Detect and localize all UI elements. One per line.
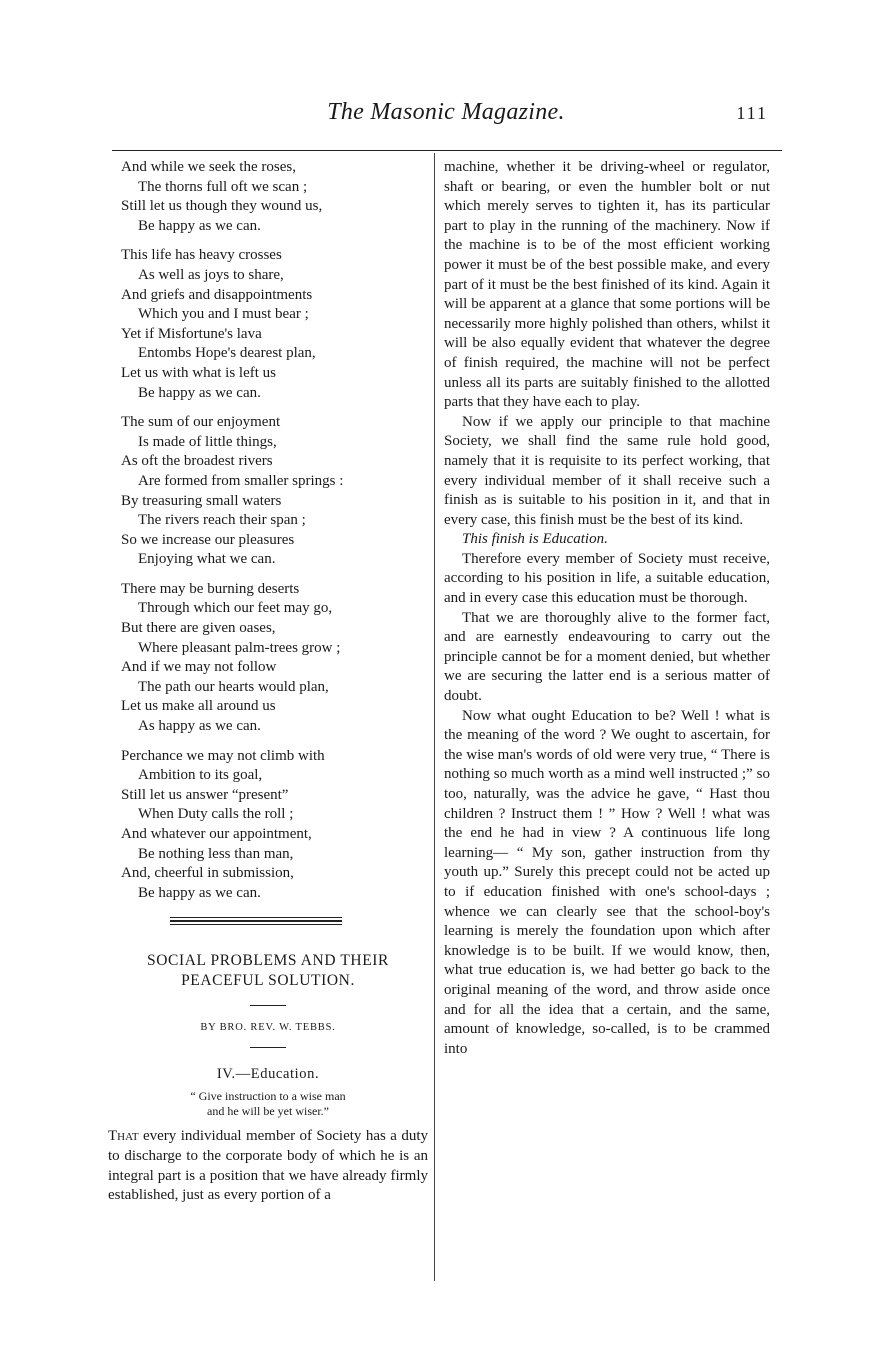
poem-line: And griefs and disappointments [121, 286, 313, 303]
poem-stanza [108, 747, 428, 904]
poem-line: Through which our feet may go, [138, 600, 333, 617]
poem-line: Yet if Misfortune's lava [121, 325, 262, 342]
motto-line: “ Give instruction to a wise man [190, 1089, 346, 1104]
paragraph: machine, whether it be driving-wheel or regulator, shaft or bearing, or even the humbler bolt or nut which merely serves to tighten it, has its particular part to play in the running of the machinery. Now if the machine is to be of the most efficient working power it must be of the best possible make, and every part of it must be the best finished of its kind. Again it will be apparent at a glance that some portions will be necessarily more highly polished than others, whilst it will be also equally evident that whatever the degree of finish required, the machine will not be perfect unless all its parts are suitably finished to the allotted parts that they have each to play. [444, 159, 770, 411]
poem-stanza [108, 580, 428, 737]
poem-line: Perchance we may not climb with [121, 747, 325, 764]
poem-line: Which you and I must bear ; [138, 306, 309, 323]
article-opening-paragraph [108, 1127, 428, 1205]
poem-line: Be happy as we can. [138, 384, 261, 401]
article-heading-line: SOCIAL PROBLEMS AND THEIR [147, 952, 389, 970]
poem-line: The rivers reach their span ; [138, 512, 306, 529]
motto [108, 1089, 428, 1119]
poem-line: Still let us answer “present” [121, 786, 289, 803]
poem-line: And while we seek the roses, [121, 159, 296, 175]
poem-stanza [108, 158, 428, 236]
poem-line: Are formed from smaller springs : [138, 472, 344, 489]
poem-line: As happy as we can. [138, 718, 261, 735]
page-header [110, 93, 782, 133]
poem-line: Enjoying what we can. [138, 551, 276, 568]
poem-line: The sum of our enjoyment [121, 414, 281, 431]
poem [108, 158, 428, 903]
poem-line: When Duty calls the roll ; [138, 806, 294, 823]
poem-line: Ambition to its goal, [138, 767, 263, 784]
poem-line: As oft the broadest rivers [121, 453, 273, 470]
paragraph: This finish is Education. [462, 531, 608, 548]
poem-line: Be happy as we can. [138, 884, 261, 901]
short-rule [250, 1005, 286, 1006]
poem-line: Still let us though they wound us, [121, 198, 323, 215]
poem-line: And, cheerful in submission, [121, 865, 294, 882]
page-number: 111 [736, 103, 768, 123]
poem-line: Entombs Hope's dearest plan, [138, 345, 316, 362]
article-heading [108, 951, 428, 991]
poem-line: And whatever our appointment, [121, 826, 312, 842]
poem-line: So we increase our pleasures [121, 531, 295, 548]
poem-line: And if we may not follow [121, 659, 277, 676]
column-divider [434, 153, 435, 1281]
section-heading: IV.—Education. [216, 1066, 320, 1083]
poem-line: This life has heavy crosses [121, 247, 282, 264]
magazine-title: The Masonic Magazine. [327, 99, 565, 125]
poem-line: Let us make all around us [121, 698, 276, 715]
paragraph: Now if we apply our principle to that machine Society, we shall find the same rule hold good, namely that it is requisite to its perfect working, that every individual member of it shall receive such a finish as is suitable to his position in it, and that in every case, this finish must be the best of its kind. [444, 413, 770, 528]
poem-line: The thorns full oft we scan ; [138, 178, 308, 195]
poem-line: Be happy as we can. [138, 217, 261, 234]
poem-stanza [108, 246, 428, 403]
poem-line: By treasuring small waters [121, 492, 282, 509]
poem-line: Where pleasant palm-trees grow ; [138, 639, 341, 656]
lead-word: That [108, 1128, 139, 1145]
poem-line: As well as joys to share, [138, 266, 284, 283]
article-byline: BY BRO. REV. W. TEBBS. [200, 1022, 336, 1034]
short-rule [250, 1047, 286, 1048]
poem-line: Be nothing less than man, [138, 845, 294, 862]
ornamental-rule [170, 917, 342, 925]
article-body [444, 158, 770, 1059]
left-column [108, 158, 428, 1206]
poem-line: There may be burning deserts [121, 580, 300, 597]
right-column [444, 158, 770, 1059]
paragraph: Now what ought Education to be? Well ! what is the meaning of the word ? We ought to ascertain, for the wise man's words of old were very true, “ There is nothing so much worth as a mind well instructed ;” so too, naturally, was the advice he gave, “ Hast thou children ? Instruct them ! ” How ? Well ! what was the end he had in view ? A continuous life long learning— “ My son, gather instruction from thy youth up.” Surely this precept could not be acted up to if education finished with one's school-days ; whence we can clearly see that the school-boy's learning is merely the foundation upon which after knowledge is to be built. If we would know, then, what true education is, we had better go back to the original meaning of the word, and throw aside once and for all the idea that a certain, and the same, amount of knowledge, so-called, is to be crammed into [444, 707, 770, 1057]
poem-line: The path our hearts would plan, [138, 678, 329, 695]
poem-stanza [108, 413, 428, 570]
header-rule [112, 150, 782, 151]
poem-line: But there are given oases, [121, 620, 276, 637]
motto-line: and he will be yet wiser.” [207, 1104, 329, 1119]
article-heading-line: PEACEFUL SOLUTION. [181, 972, 355, 990]
poem-line: Is made of little things, [138, 433, 277, 450]
paragraph: That we are thoroughly alive to the former fact, and are earnestly endeavouring to carry out the principle cannot be for a moment denied, but whether we are securing the latter end is a serious matter of doubt. [444, 609, 770, 705]
poem-line: Let us with what is left us [121, 364, 276, 381]
paragraph-text: every individual member of Society has a duty to discharge to the corporate body of which he is an integral part is a position that we have already firmly established, just as every portion of a [108, 1128, 429, 1204]
paragraph: Therefore every member of Society must receive, according to his position in life, a suitable education, and in every case this education must be thorough. [444, 550, 770, 607]
